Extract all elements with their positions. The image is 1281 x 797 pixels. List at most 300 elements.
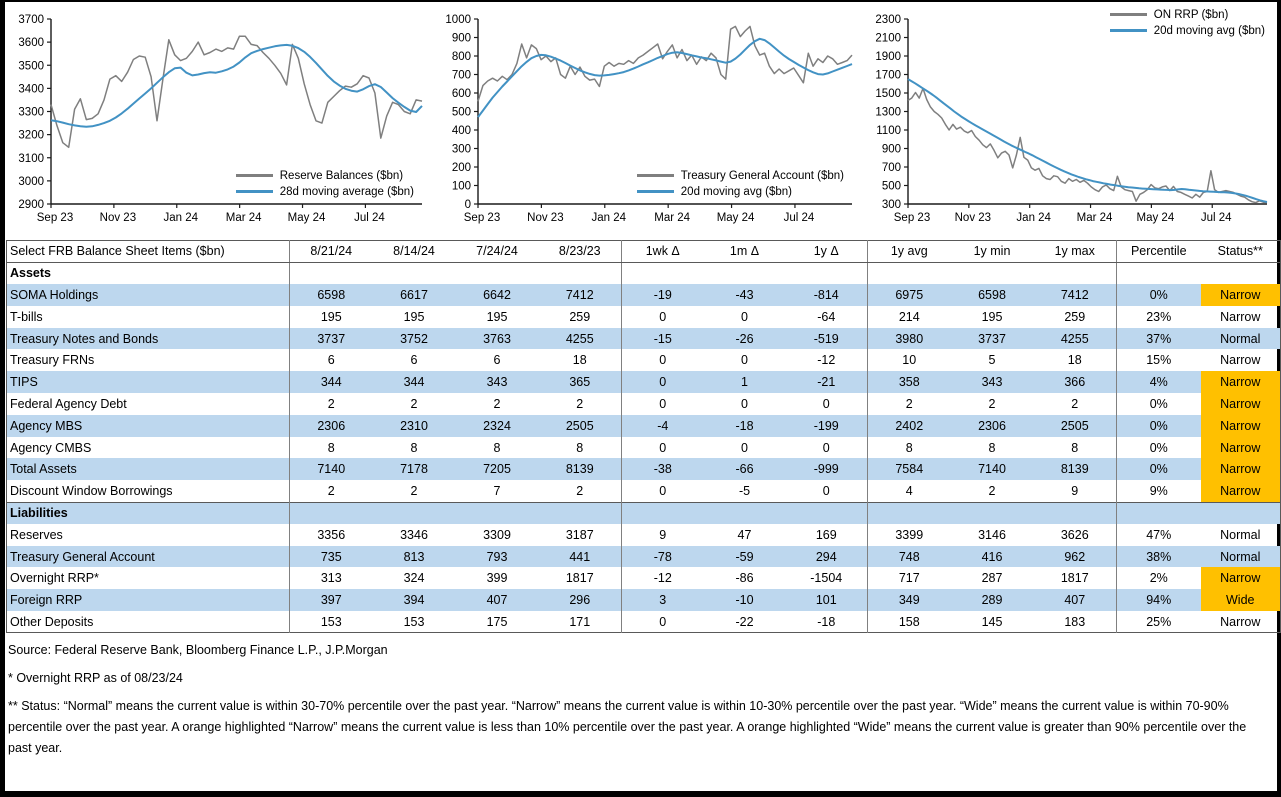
table-row — [7, 458, 1281, 480]
percentile-cell: 38% — [1117, 546, 1201, 568]
y-tick-label: 1100 — [876, 125, 901, 137]
stat-value-cell: 2306 — [951, 415, 1034, 437]
delta-value-cell: 47 — [737, 527, 752, 542]
stat-value-cell — [951, 502, 1034, 524]
delta-value-cell: -86 — [735, 571, 754, 586]
stat-value-cell: 358 — [868, 371, 951, 393]
y-tick-label: 900 — [881, 143, 901, 156]
delta-value-cell: -12 — [622, 567, 704, 589]
status-cell: Narrow — [1201, 567, 1281, 589]
table-row — [7, 567, 1281, 589]
stat-value-cell: 3737 — [951, 328, 1034, 350]
row-label: Treasury Notes and Bonds — [7, 328, 290, 350]
stat-value-cell: 8 — [988, 440, 996, 455]
on-rrp-chart-svg — [862, 2, 1277, 236]
percentile-cell: 0% — [1117, 393, 1201, 415]
footnotes — [5, 633, 1277, 759]
x-tick-label: May 24 — [287, 212, 326, 224]
date-value-cell: 2 — [290, 393, 373, 415]
table-row — [7, 589, 1281, 611]
status-cell: Wide — [1201, 589, 1281, 611]
date-value-cell: 171 — [569, 614, 591, 629]
stat-value-cell: 343 — [951, 371, 1034, 393]
table-row — [7, 415, 1281, 437]
status-cell: Normal — [1201, 546, 1281, 568]
date-value-cell: 2306 — [290, 415, 373, 437]
treasury-general-account-chart-svg — [432, 2, 862, 236]
date-value-cell: 344 — [373, 371, 456, 393]
x-tick-label: Sep 23 — [463, 212, 501, 224]
date-value-cell: 153 — [403, 614, 425, 629]
stat-value-cell: 6975 — [868, 284, 951, 306]
stat-value-cell: 2402 — [868, 415, 951, 437]
delta-value-cell: -10 — [704, 589, 786, 611]
stat-value-cell: 8 — [1071, 440, 1079, 455]
date-value-cell: 397 — [290, 589, 373, 611]
y-tick-label: 3200 — [18, 129, 44, 142]
stat-value-cell — [868, 262, 951, 284]
delta-value-cell: -19 — [622, 284, 704, 306]
y-tick-label: 1000 — [445, 14, 471, 26]
delta-value-cell: 294 — [786, 546, 868, 568]
y-tick-label: 3100 — [18, 152, 44, 165]
row-label: SOMA Holdings — [7, 284, 290, 306]
report-content — [5, 2, 1277, 791]
date-value-cell: 4255 — [539, 328, 622, 350]
delta-value-cell — [704, 502, 786, 524]
delta-value-cell: -78 — [622, 546, 704, 568]
date-col-header: 8/21/24 — [290, 241, 373, 263]
legend-label: ON RRP ($bn) — [1153, 8, 1229, 21]
percentile-cell: 9% — [1117, 480, 1201, 502]
y-tick-label: 500 — [451, 106, 471, 119]
section-row — [7, 502, 1281, 524]
date-value-cell: 18 — [572, 353, 587, 368]
table-row — [7, 546, 1281, 568]
date-value-cell: 296 — [539, 589, 622, 611]
row-label: Liabilities — [7, 502, 290, 524]
date-value-cell: 6 — [290, 349, 373, 371]
delta-value-cell: -43 — [704, 284, 786, 306]
y-tick-label: 300 — [451, 143, 471, 156]
stat-value-cell: 1817 — [1060, 571, 1089, 586]
delta-value-cell: 0 — [822, 396, 830, 411]
y-tick-label: 300 — [881, 199, 901, 211]
date-value-cell: 175 — [486, 614, 508, 629]
legend-line-swatch — [637, 190, 674, 193]
x-tick-label: May 24 — [716, 212, 755, 224]
stat-value-cell: 5 — [988, 353, 996, 368]
stat-value-cell: 259 — [1064, 309, 1086, 324]
delta-value-cell: 0 — [622, 349, 704, 371]
y-tick-label: 2900 — [18, 199, 44, 211]
delta-value-cell: 9 — [622, 524, 704, 546]
percentile-cell — [1117, 502, 1201, 524]
delta-value-cell: 101 — [786, 589, 868, 611]
legend-line-swatch — [637, 174, 674, 177]
delta-value-cell: -15 — [622, 328, 704, 350]
status-cell: Narrow — [1201, 458, 1281, 480]
stat-col-header: 1y max — [1034, 241, 1117, 263]
series-line-moving-avg — [478, 39, 852, 117]
delta-value-cell: -21 — [786, 371, 868, 393]
delta-value-cell: -26 — [704, 328, 786, 350]
x-tick-label: Jan 24 — [1016, 212, 1051, 224]
row-label: Discount Window Borrowings — [10, 483, 173, 498]
delta-value-cell: -12 — [817, 353, 836, 368]
row-label: Federal Agency Debt — [10, 396, 127, 411]
percentile-cell: 23% — [1117, 306, 1201, 328]
status-cell: Narrow — [1201, 371, 1281, 393]
stat-value-cell: 349 — [868, 589, 951, 611]
stat-value-cell: 7140 — [951, 458, 1034, 480]
percentile-cell: 0% — [1117, 415, 1201, 437]
table-row — [7, 306, 1281, 328]
legend-row — [236, 169, 414, 182]
y-tick-label: 2300 — [875, 14, 901, 26]
table-row — [7, 371, 1281, 393]
stat-value-cell: 3399 — [868, 524, 951, 546]
delta-value-cell: 0 — [741, 396, 748, 411]
legend-label: Treasury General Account ($bn) — [680, 169, 844, 182]
table-row — [7, 284, 1281, 306]
x-tick-label: Jul 24 — [1200, 212, 1232, 224]
x-tick-label: Mar 24 — [654, 212, 691, 224]
date-value-cell: 6 — [410, 353, 418, 368]
row-label: Total Assets — [7, 458, 290, 480]
percentile-cell — [1117, 262, 1201, 284]
date-value-cell: 7140 — [290, 458, 373, 480]
x-tick-label: Nov 23 — [527, 212, 564, 224]
y-tick-label: 3500 — [18, 60, 44, 73]
x-tick-label: Mar 24 — [225, 212, 262, 224]
percentile-col-header: Percentile — [1117, 241, 1201, 263]
delta-value-cell: 0 — [622, 611, 704, 633]
table-row — [7, 437, 1281, 459]
status-cell: Narrow — [1220, 614, 1261, 629]
row-label: T-bills — [10, 309, 43, 324]
delta-value-cell: 0 — [622, 437, 704, 459]
y-tick-label: 1500 — [875, 88, 901, 100]
delta-value-cell: 0 — [822, 483, 830, 498]
status-cell: Normal — [1201, 328, 1281, 350]
status-cell: Narrow — [1201, 393, 1281, 415]
delta-value-cell — [622, 262, 704, 284]
date-value-cell: 2505 — [539, 415, 622, 437]
stat-value-cell: 4 — [868, 480, 951, 502]
date-value-cell: 7205 — [456, 458, 539, 480]
y-tick-label: 3400 — [18, 83, 44, 96]
x-tick-label: Sep 23 — [893, 212, 931, 224]
delta-value-cell: -22 — [735, 614, 754, 629]
legend-label: 28d moving average ($bn) — [279, 185, 414, 198]
y-tick-label: 2100 — [875, 32, 901, 45]
date-value-cell: 324 — [403, 571, 425, 586]
date-value-cell: 7178 — [373, 458, 456, 480]
row-label: Treasury FRNs — [10, 353, 95, 368]
y-tick-label: 0 — [464, 199, 471, 211]
x-tick-label: Nov 23 — [99, 212, 137, 224]
date-value-cell: 153 — [290, 611, 373, 633]
date-value-cell — [539, 262, 622, 284]
stat-value-cell — [951, 262, 1034, 284]
y-tick-label: 800 — [451, 51, 471, 63]
date-value-cell: 195 — [403, 309, 425, 324]
x-tick-label: Sep 23 — [36, 212, 74, 224]
delta-value-cell: 169 — [815, 527, 837, 542]
delta-value-cell: -66 — [704, 458, 786, 480]
percentile-cell: 0% — [1117, 458, 1201, 480]
delta-value-cell: -5 — [738, 483, 751, 498]
date-value-cell: 2 — [410, 483, 418, 498]
row-label: Agency CMBS — [10, 440, 92, 455]
stat-value-cell: 2 — [868, 393, 951, 415]
stat-value-cell: 158 — [868, 611, 951, 633]
y-tick-label: 700 — [881, 162, 901, 174]
y-tick-label: 3700 — [18, 14, 44, 26]
row-label: Foreign RRP — [7, 589, 290, 611]
row-label: Reserves — [10, 527, 63, 542]
date-value-cell: 3763 — [456, 328, 539, 350]
delta-value-cell: -64 — [817, 309, 836, 324]
date-value-cell: 813 — [373, 546, 456, 568]
date-value-cell: 3737 — [290, 328, 373, 350]
legend-line-swatch — [236, 174, 273, 177]
delta-col-header: 1m Δ — [704, 241, 786, 263]
status-cell — [1201, 262, 1281, 284]
date-value-cell: 195 — [486, 309, 508, 324]
date-value-cell: 2310 — [373, 415, 456, 437]
legend-row — [236, 185, 414, 198]
row-label: Other Deposits — [10, 614, 94, 629]
y-tick-label: 900 — [451, 32, 471, 45]
status-cell: Narrow — [1220, 309, 1261, 324]
legend-line-swatch — [236, 190, 273, 193]
stat-value-cell: 366 — [1034, 371, 1117, 393]
delta-value-cell: -814 — [786, 284, 868, 306]
date-value-cell: 259 — [569, 309, 591, 324]
x-tick-label: Jul 24 — [783, 212, 815, 224]
delta-value-cell: 0 — [622, 393, 704, 415]
legend-line-swatch — [1110, 13, 1147, 16]
treasury-general-account-legend — [637, 169, 844, 198]
delta-value-cell: 0 — [741, 440, 748, 455]
x-tick-label: May 24 — [1136, 212, 1175, 224]
stat-value-cell — [1034, 502, 1117, 524]
series-line-moving-avg — [51, 45, 422, 127]
delta-value-cell: 0 — [741, 309, 748, 324]
reserve-balances-chart — [5, 2, 432, 236]
y-tick-label: 700 — [451, 69, 471, 82]
stat-value-cell: 10 — [868, 349, 951, 371]
status-cell: Normal — [1220, 527, 1261, 542]
legend-label: Reserve Balances ($bn) — [279, 169, 404, 182]
stat-value-cell: 287 — [981, 571, 1003, 586]
status-cell: Narrow — [1201, 480, 1281, 502]
delta-value-cell: -18 — [817, 614, 836, 629]
delta-value-cell: 0 — [622, 480, 704, 502]
date-value-cell: 8 — [576, 440, 584, 455]
stat-value-cell: 3626 — [1060, 527, 1089, 542]
date-value-cell: 6617 — [373, 284, 456, 306]
stat-value-cell: 183 — [1064, 614, 1086, 629]
treasury-general-account-chart — [432, 2, 862, 236]
date-value-cell: 6642 — [456, 284, 539, 306]
date-value-cell — [539, 502, 622, 524]
date-value-cell: 8 — [493, 440, 501, 455]
date-value-cell: 793 — [456, 546, 539, 568]
delta-value-cell: 3 — [622, 589, 704, 611]
table-header-row — [7, 241, 1281, 263]
percentile-cell: 37% — [1117, 328, 1201, 350]
date-value-cell: 2 — [290, 480, 373, 502]
stat-value-cell: 717 — [868, 567, 951, 589]
row-label: TIPS — [7, 371, 290, 393]
stat-value-cell: 9 — [1071, 483, 1079, 498]
stat-value-cell: 7412 — [1034, 284, 1117, 306]
date-value-cell: 3346 — [400, 527, 428, 542]
y-tick-label: 100 — [451, 180, 471, 193]
delta-value-cell — [704, 262, 786, 284]
date-value-cell: 394 — [373, 589, 456, 611]
balance-sheet-table — [6, 240, 1281, 633]
date-value-cell: 7 — [493, 483, 501, 498]
status-definition-note: ** Status: “Normal” means the current value is within 30-70% percentile over the past year. “Narrow” means the current value is within 10-30% percentile over the past year. “Wide” means the current value is within 70-90% percentile over the past year. A orange highlighted “Narrow” means the current value is less than 10% percentile over the past year. A orange highlighted “Wide” means the current value is greater than 90% percentile over the past year. — [8, 699, 1247, 756]
delta-value-cell — [786, 262, 868, 284]
date-value-cell: 7412 — [539, 284, 622, 306]
stat-col-header: 1y avg — [868, 241, 951, 263]
status-col-header: Status** — [1201, 241, 1281, 263]
legend-row — [1110, 24, 1265, 37]
series-line-raw — [51, 36, 422, 147]
stat-value-cell — [868, 502, 951, 524]
y-tick-label: 3300 — [18, 106, 44, 119]
y-tick-label: 1300 — [875, 106, 901, 119]
date-value-cell: 3309 — [483, 527, 511, 542]
table-row — [7, 611, 1281, 633]
stat-value-cell: 2 — [988, 396, 996, 411]
row-label: Agency MBS — [7, 415, 290, 437]
date-value-cell: 407 — [456, 589, 539, 611]
delta-value-cell: -38 — [622, 458, 704, 480]
percentile-cell: 94% — [1117, 589, 1201, 611]
date-value-cell — [456, 502, 539, 524]
date-value-cell: 313 — [290, 567, 373, 589]
stat-value-cell: 8139 — [1034, 458, 1117, 480]
x-tick-label: Jul 24 — [354, 212, 385, 224]
date-value-cell: 2 — [410, 396, 418, 411]
date-value-cell: 3356 — [290, 524, 373, 546]
status-cell: Narrow — [1201, 415, 1281, 437]
date-value-cell: 3752 — [373, 328, 456, 350]
stat-value-cell: 2 — [988, 483, 996, 498]
date-value-cell: 8139 — [539, 458, 622, 480]
legend-label: 20d moving avg ($bn) — [680, 185, 793, 198]
stat-value-cell: 6598 — [951, 284, 1034, 306]
y-tick-label: 400 — [451, 125, 471, 137]
x-tick-label: Jan 24 — [163, 212, 199, 224]
date-value-cell — [290, 262, 373, 284]
percentile-cell: 47% — [1117, 524, 1201, 546]
date-value-cell: 6598 — [290, 284, 373, 306]
delta-col-header: 1y Δ — [786, 241, 868, 263]
date-col-header: 7/24/24 — [456, 241, 539, 263]
row-label: Treasury General Account — [7, 546, 290, 568]
delta-value-cell: 0 — [622, 306, 704, 328]
date-value-cell: 2 — [576, 483, 584, 498]
legend-line-swatch — [1110, 29, 1147, 32]
date-value-cell: 735 — [290, 546, 373, 568]
table-body — [7, 262, 1281, 633]
status-cell: Narrow — [1220, 353, 1261, 368]
delta-value-cell: 0 — [741, 353, 748, 368]
stat-value-cell: 18 — [1067, 353, 1082, 368]
section-row — [7, 262, 1281, 284]
delta-value-cell: -59 — [704, 546, 786, 568]
y-tick-label: 200 — [451, 162, 471, 174]
date-value-cell: 1817 — [565, 571, 594, 586]
stat-value-cell: 748 — [868, 546, 951, 568]
percentile-cell: 25% — [1117, 611, 1201, 633]
delta-value-cell: -519 — [786, 328, 868, 350]
date-value-cell — [290, 502, 373, 524]
date-value-cell: 343 — [456, 371, 539, 393]
delta-value-cell: 0 — [622, 371, 704, 393]
delta-value-cell — [786, 502, 868, 524]
delta-value-cell: -1504 — [810, 571, 843, 586]
percentile-cell: 2% — [1117, 567, 1201, 589]
date-value-cell: 2324 — [456, 415, 539, 437]
date-value-cell — [373, 502, 456, 524]
percentile-cell: 15% — [1117, 349, 1201, 371]
x-tick-label: Mar 24 — [1076, 212, 1113, 224]
row-label: Overnight RRP* — [10, 571, 99, 586]
y-tick-label: 3000 — [18, 175, 44, 188]
table-title-header: Select FRB Balance Sheet Items ($bn) — [7, 241, 290, 263]
date-value-cell: 365 — [539, 371, 622, 393]
overnight-rrp-note: * Overnight RRP as of 08/23/24 — [8, 671, 183, 686]
source-note: Source: Federal Reserve Bank, Bloomberg Finance L.P., J.P.Morgan — [8, 643, 388, 658]
date-value-cell: 195 — [290, 306, 373, 328]
y-tick-label: 1900 — [875, 51, 901, 63]
on-rrp-chart — [862, 2, 1277, 236]
stat-value-cell: 416 — [951, 546, 1034, 568]
date-value-cell: 2 — [493, 396, 501, 411]
charts-row — [5, 2, 1277, 236]
status-cell: Narrow — [1201, 284, 1281, 306]
date-value-cell: 8 — [410, 440, 418, 455]
reserve-balances-legend — [236, 169, 414, 198]
delta-value-cell: 0 — [822, 440, 830, 455]
y-tick-label: 3600 — [18, 37, 44, 50]
table-row — [7, 393, 1281, 415]
y-tick-label: 600 — [451, 88, 471, 100]
stat-col-header: 1y min — [951, 241, 1034, 263]
delta-value-cell: -18 — [704, 415, 786, 437]
stat-value-cell: 962 — [1034, 546, 1117, 568]
stat-value-cell: 2 — [1071, 396, 1079, 411]
y-tick-label: 500 — [881, 180, 901, 193]
stat-value-cell: 407 — [1034, 589, 1117, 611]
table-row — [7, 524, 1281, 546]
stat-value-cell — [1034, 262, 1117, 284]
date-value-cell — [456, 262, 539, 284]
legend-label: 20d moving avg ($bn) — [1153, 24, 1265, 37]
date-value-cell: 2 — [576, 396, 584, 411]
row-label: Assets — [10, 266, 51, 281]
stat-value-cell: 145 — [981, 614, 1003, 629]
table-row — [7, 349, 1281, 371]
